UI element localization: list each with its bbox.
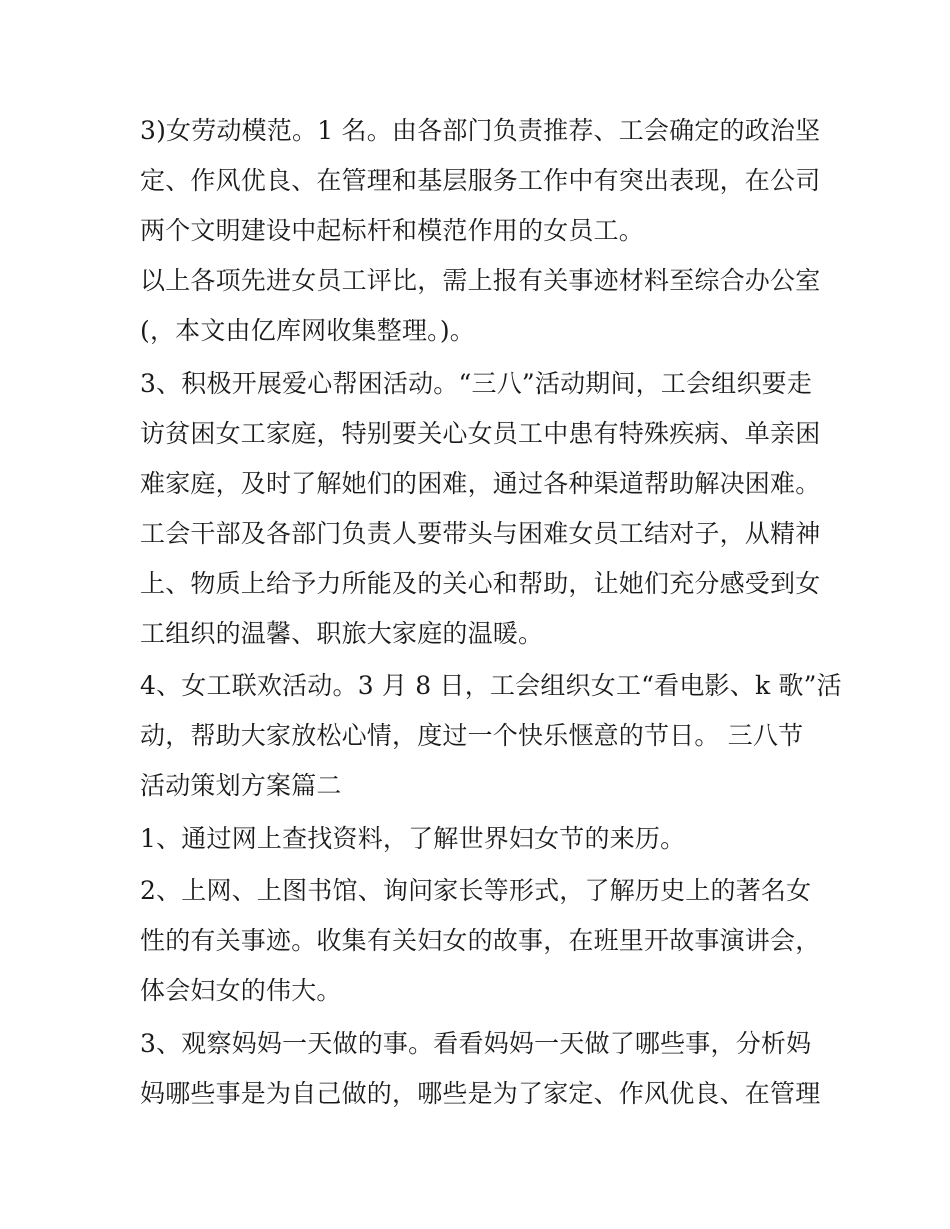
text-line: (，本文由亿库网收集整理。)。	[140, 316, 476, 345]
text-line: 难家庭，及时了解她们的困难，通过各种渠道帮助解决困难。	[140, 469, 821, 498]
text-line: 3、观察妈妈一天做的事。看看妈妈一天做了哪些事，分析妈	[140, 1029, 812, 1058]
text-line: 2、上网、上图书馆、询问家长等形式，了解历史上的著名女	[140, 876, 812, 905]
text-line: 体会妇女的伟大。	[140, 976, 342, 1005]
text-line: 定、作风优良、在管理和基层服务工作中有突出表现，在公司	[140, 166, 821, 195]
text-line: 访贫困女工家庭，特别要关心女员工中患有特殊疾病、单亲困	[140, 419, 821, 448]
text-line: 工组织的温馨、职旅大家庭的温暖。	[140, 619, 544, 648]
text-line: 动，帮助大家放松心情，度过一个快乐惬意的节日。 三八节	[140, 721, 804, 750]
text-line: 活动策划方案篇二	[140, 771, 342, 800]
text-line: 1、通过网上查找资料，了解世界妇女节的来历。	[140, 824, 686, 853]
text-line: 性的有关事迹。收集有关妇女的故事，在班里开故事演讲会，	[140, 926, 821, 955]
text-line: 工会干部及各部门负责人要带头与困难女员工结对子，从精神	[140, 519, 821, 548]
text-line: 两个文明建设中起标杆和模范作用的女员工。	[140, 216, 645, 245]
text-line: 4、女工联欢活动。3 月 8 日，工会组织女工“看电影、k 歌”活	[140, 671, 842, 700]
text-line: 以上各项先进女员工评比，需上报有关事迹材料至综合办公室	[140, 266, 821, 295]
text-line: 3、积极开展爱心帮困活动。“三八”活动期间，工会组织要走	[140, 369, 813, 398]
text-line: 3)女劳动模范。1 名。由各部门负责推荐、工会确定的政治坚	[140, 116, 821, 145]
text-line: 上、物质上给予力所能及的关心和帮助，让她们充分感受到女	[140, 569, 821, 598]
text-line: 妈哪些事是为自己做的，哪些是为了家定、作风优良、在管理	[140, 1079, 821, 1108]
